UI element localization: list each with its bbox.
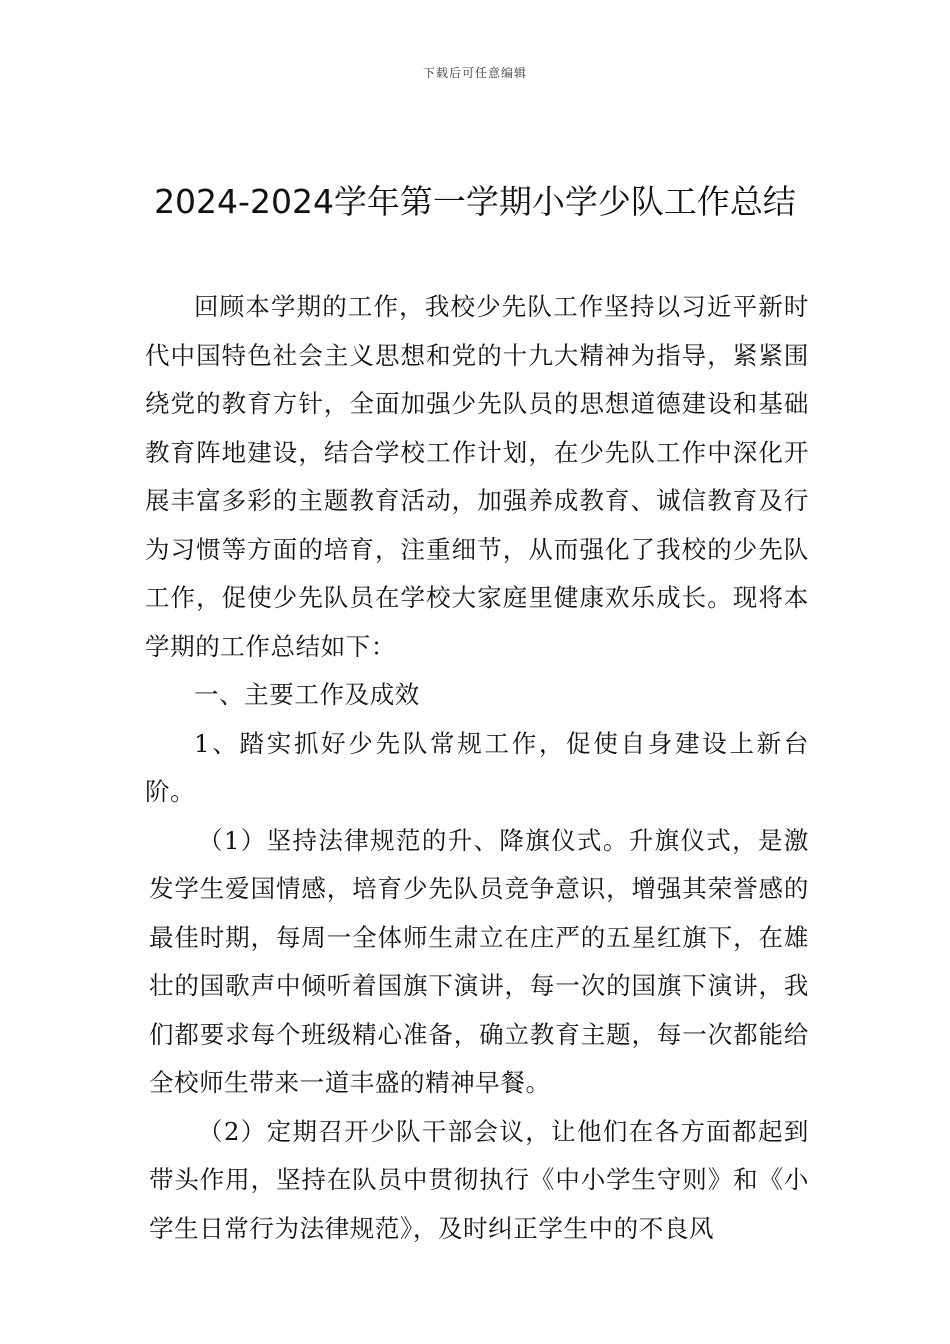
- paragraph-item-1: （1）坚持法律规范的升、降旗仪式。升旗仪式，是激发学生爱国情感，培育少先队员竞争意识，增强其荣誉感的最佳时期，每周一全体师生肃立在庄严的五星红旗下，在雄壮的国歌声中倾听着国旗下演讲，每一次的国旗下演讲，我们都要求每个班级精心准备，确立教育主题，每一次都能给全校师生带来一道丰盛的精神早餐。: [149, 825, 809, 1097]
- subsection-heading: 1、踏实抓好少先队常规工作，促使自身建设上新台阶。: [145, 728, 809, 806]
- paragraph-intro: 回顾本学期的工作，我校少先队工作坚持以习近平新时代中国特色社会主义思想和党的十九大精神为指导，紧紧围绕党的教育方针，全面加强少先队员的思想道德建设和基础教育阵地建设，结合学校工作计划，在少先队工作中深化开展丰富多彩的主题教育活动，加强养成教育、诚信教育及行为习惯等方面的培育，注重细节，从而强化了我校的少先队工作，促使少先队员在学校大家庭里健康欢乐成长。现将本学期的工作总结如下：: [145, 292, 809, 661]
- header-note: 下载后可任意编辑: [422, 66, 527, 80]
- document-body: [145, 283, 809, 1253]
- document-title: 2024-2024学年第一学期小学少队工作总结: [154, 182, 796, 221]
- paragraph-item-2: （2）定期召开少队干部会议，让他们在各方面都起到带头作用，坚持在队员中贯彻执行《中小学生守则》和《小学生日常行为法律规范》，及时纠正学生中的不良风: [149, 1116, 809, 1243]
- section-heading: 一、主要工作及成效: [194, 680, 420, 709]
